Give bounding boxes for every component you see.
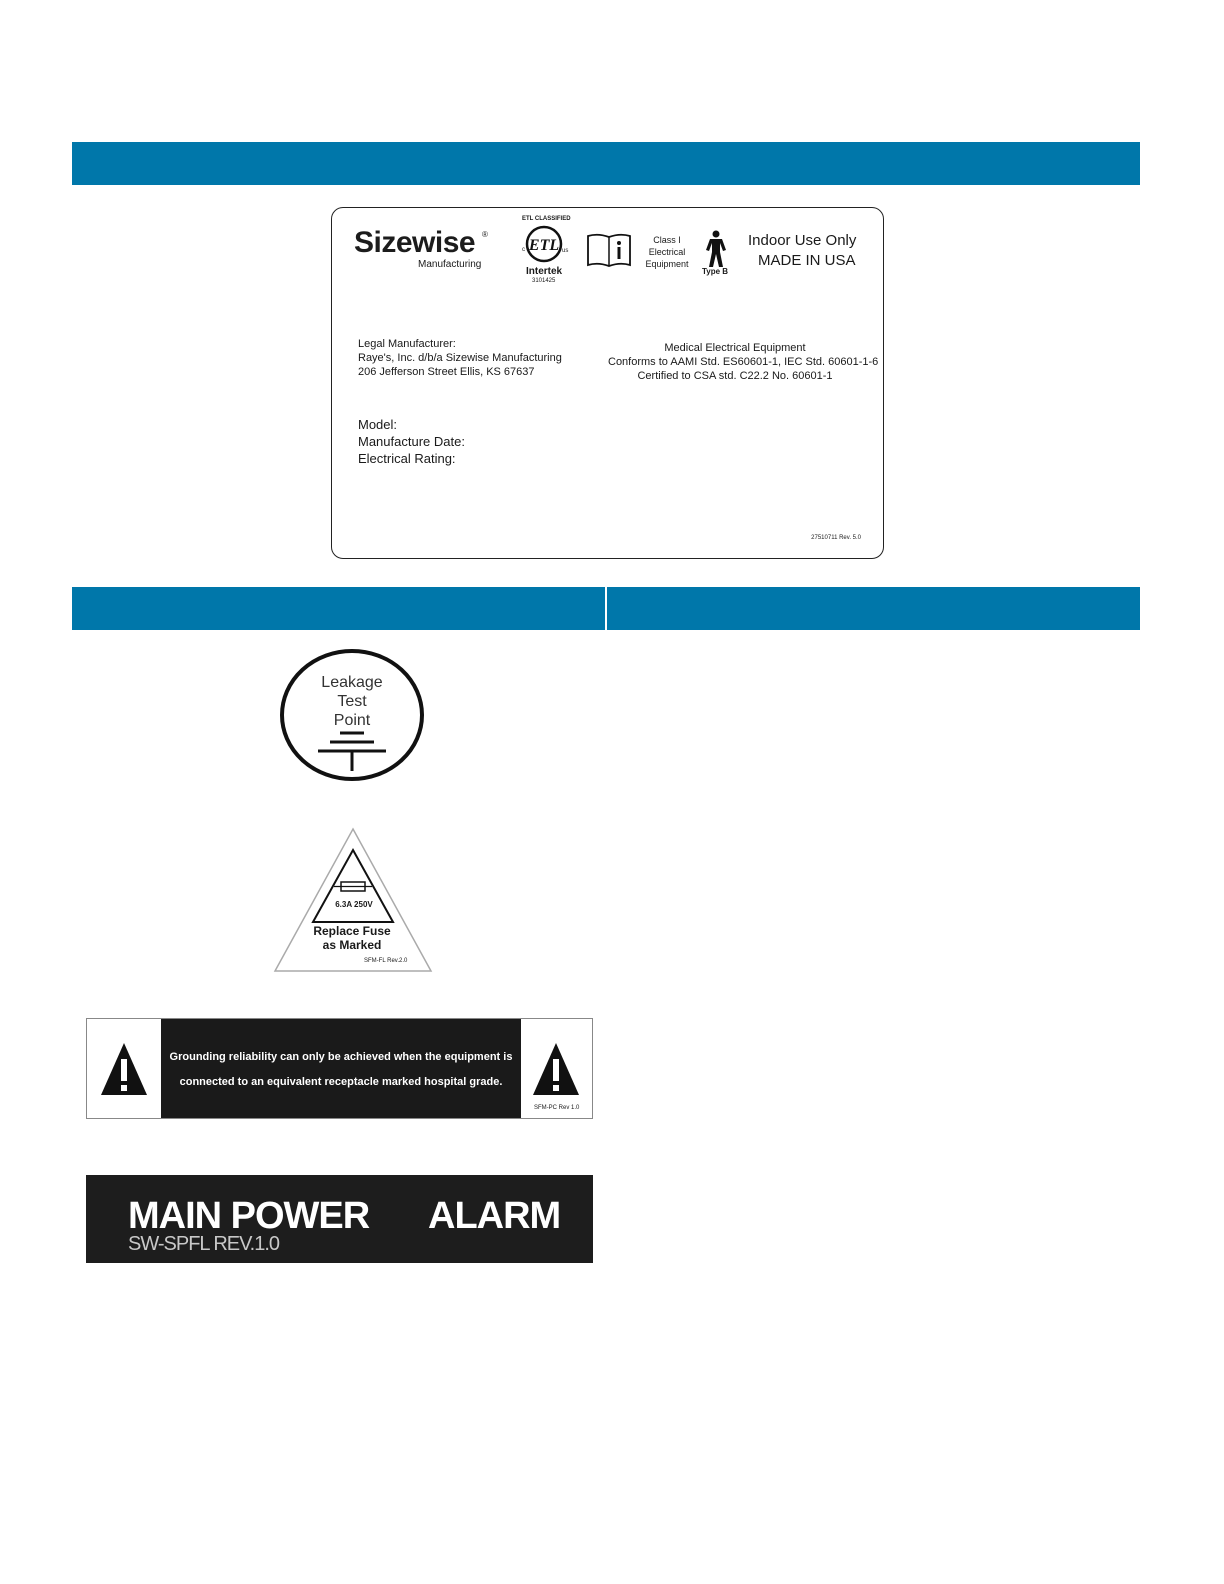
alarm-text: ALARM [428, 1195, 561, 1237]
type-b-text: Type B [702, 267, 729, 276]
leakage-line: Leakage [321, 674, 383, 691]
class-line: Electrical [648, 247, 686, 257]
electrical-rating-label: Electrical Rating: [358, 451, 456, 466]
manufacturer-line: Raye's, Inc. d/b/a Sizewise Manufacturing [358, 352, 562, 364]
etl-classified-text: ETL CLASSIFIED [522, 216, 571, 222]
grounding-warning-label [86, 1018, 593, 1119]
svg-text:ETL: ETL [528, 237, 560, 254]
fuse-revision: SFM-FL Rev.2.0 [364, 958, 408, 964]
power-label-revision: SW-SPFL REV.1.0 [128, 1233, 279, 1255]
brand-subtitle: Manufacturing [418, 259, 482, 270]
etl-mark-icon [524, 224, 564, 264]
person-type-b-icon [702, 230, 730, 268]
cert-line: Certified to CSA std. C22.2 No. 60601-1 [637, 370, 833, 382]
grounding-line: connected to an equivalent receptacle marked hospital grade. [179, 1076, 503, 1088]
cert-line: Medical Electrical Equipment [664, 342, 806, 354]
etl-number: 3101425 [532, 278, 556, 284]
registered-mark: ® [482, 230, 488, 239]
fuse-rating-text: 6.3A 250V [335, 900, 373, 909]
main-power-alarm-label [86, 1175, 593, 1263]
class-line: Equipment [645, 259, 689, 269]
leakage-line: Test [337, 693, 367, 710]
replace-fuse-label [272, 826, 434, 974]
section-header-bar-right [607, 587, 1140, 630]
main-power-text: MAIN POWER [128, 1195, 370, 1237]
brand-name: Sizewise [354, 226, 476, 259]
cert-line: Conforms to AAMI Std. ES60601-1, IEC Std. 60601-1-6 [608, 356, 879, 368]
manufacturer-line: Legal Manufacturer: [358, 338, 456, 350]
grounding-text-panel [161, 1019, 521, 1118]
section-header-bar [72, 142, 1140, 185]
grounding-revision: SFM-PC Rev 1.0 [534, 1105, 580, 1111]
product-label [331, 207, 884, 559]
etl-us-text: us [562, 248, 569, 254]
class-line: Class I [653, 235, 681, 245]
label-revision: 27510711 Rev. 5.0 [811, 535, 861, 541]
manufacture-date-label: Manufacture Date: [358, 434, 465, 449]
made-in-usa-text: MADE IN USA [758, 252, 856, 269]
fuse-line: Replace Fuse [313, 924, 391, 938]
fuse-instruction [312, 924, 392, 952]
etl-c-text: c [522, 247, 525, 253]
warning-icon [531, 1041, 581, 1097]
section-header-bar-left [72, 587, 605, 630]
intertek-text: Intertek [526, 266, 563, 277]
manufacturer-line: 206 Jefferson Street Ellis, KS 67637 [358, 366, 535, 378]
indoor-use-text: Indoor Use Only [748, 232, 857, 249]
manufacturer-info [358, 337, 562, 379]
certification-info [608, 341, 879, 383]
leakage-test-point-label [278, 647, 426, 783]
fuse-line: as Marked [322, 938, 382, 952]
leakage-line: Point [333, 712, 371, 729]
model-field-label: Model: [358, 417, 398, 432]
warning-icon [99, 1041, 149, 1097]
book-info-icon [586, 232, 632, 268]
class-i-text [637, 234, 697, 270]
grounding-line: Grounding reliability can only be achieved when the equipment is [169, 1051, 513, 1063]
